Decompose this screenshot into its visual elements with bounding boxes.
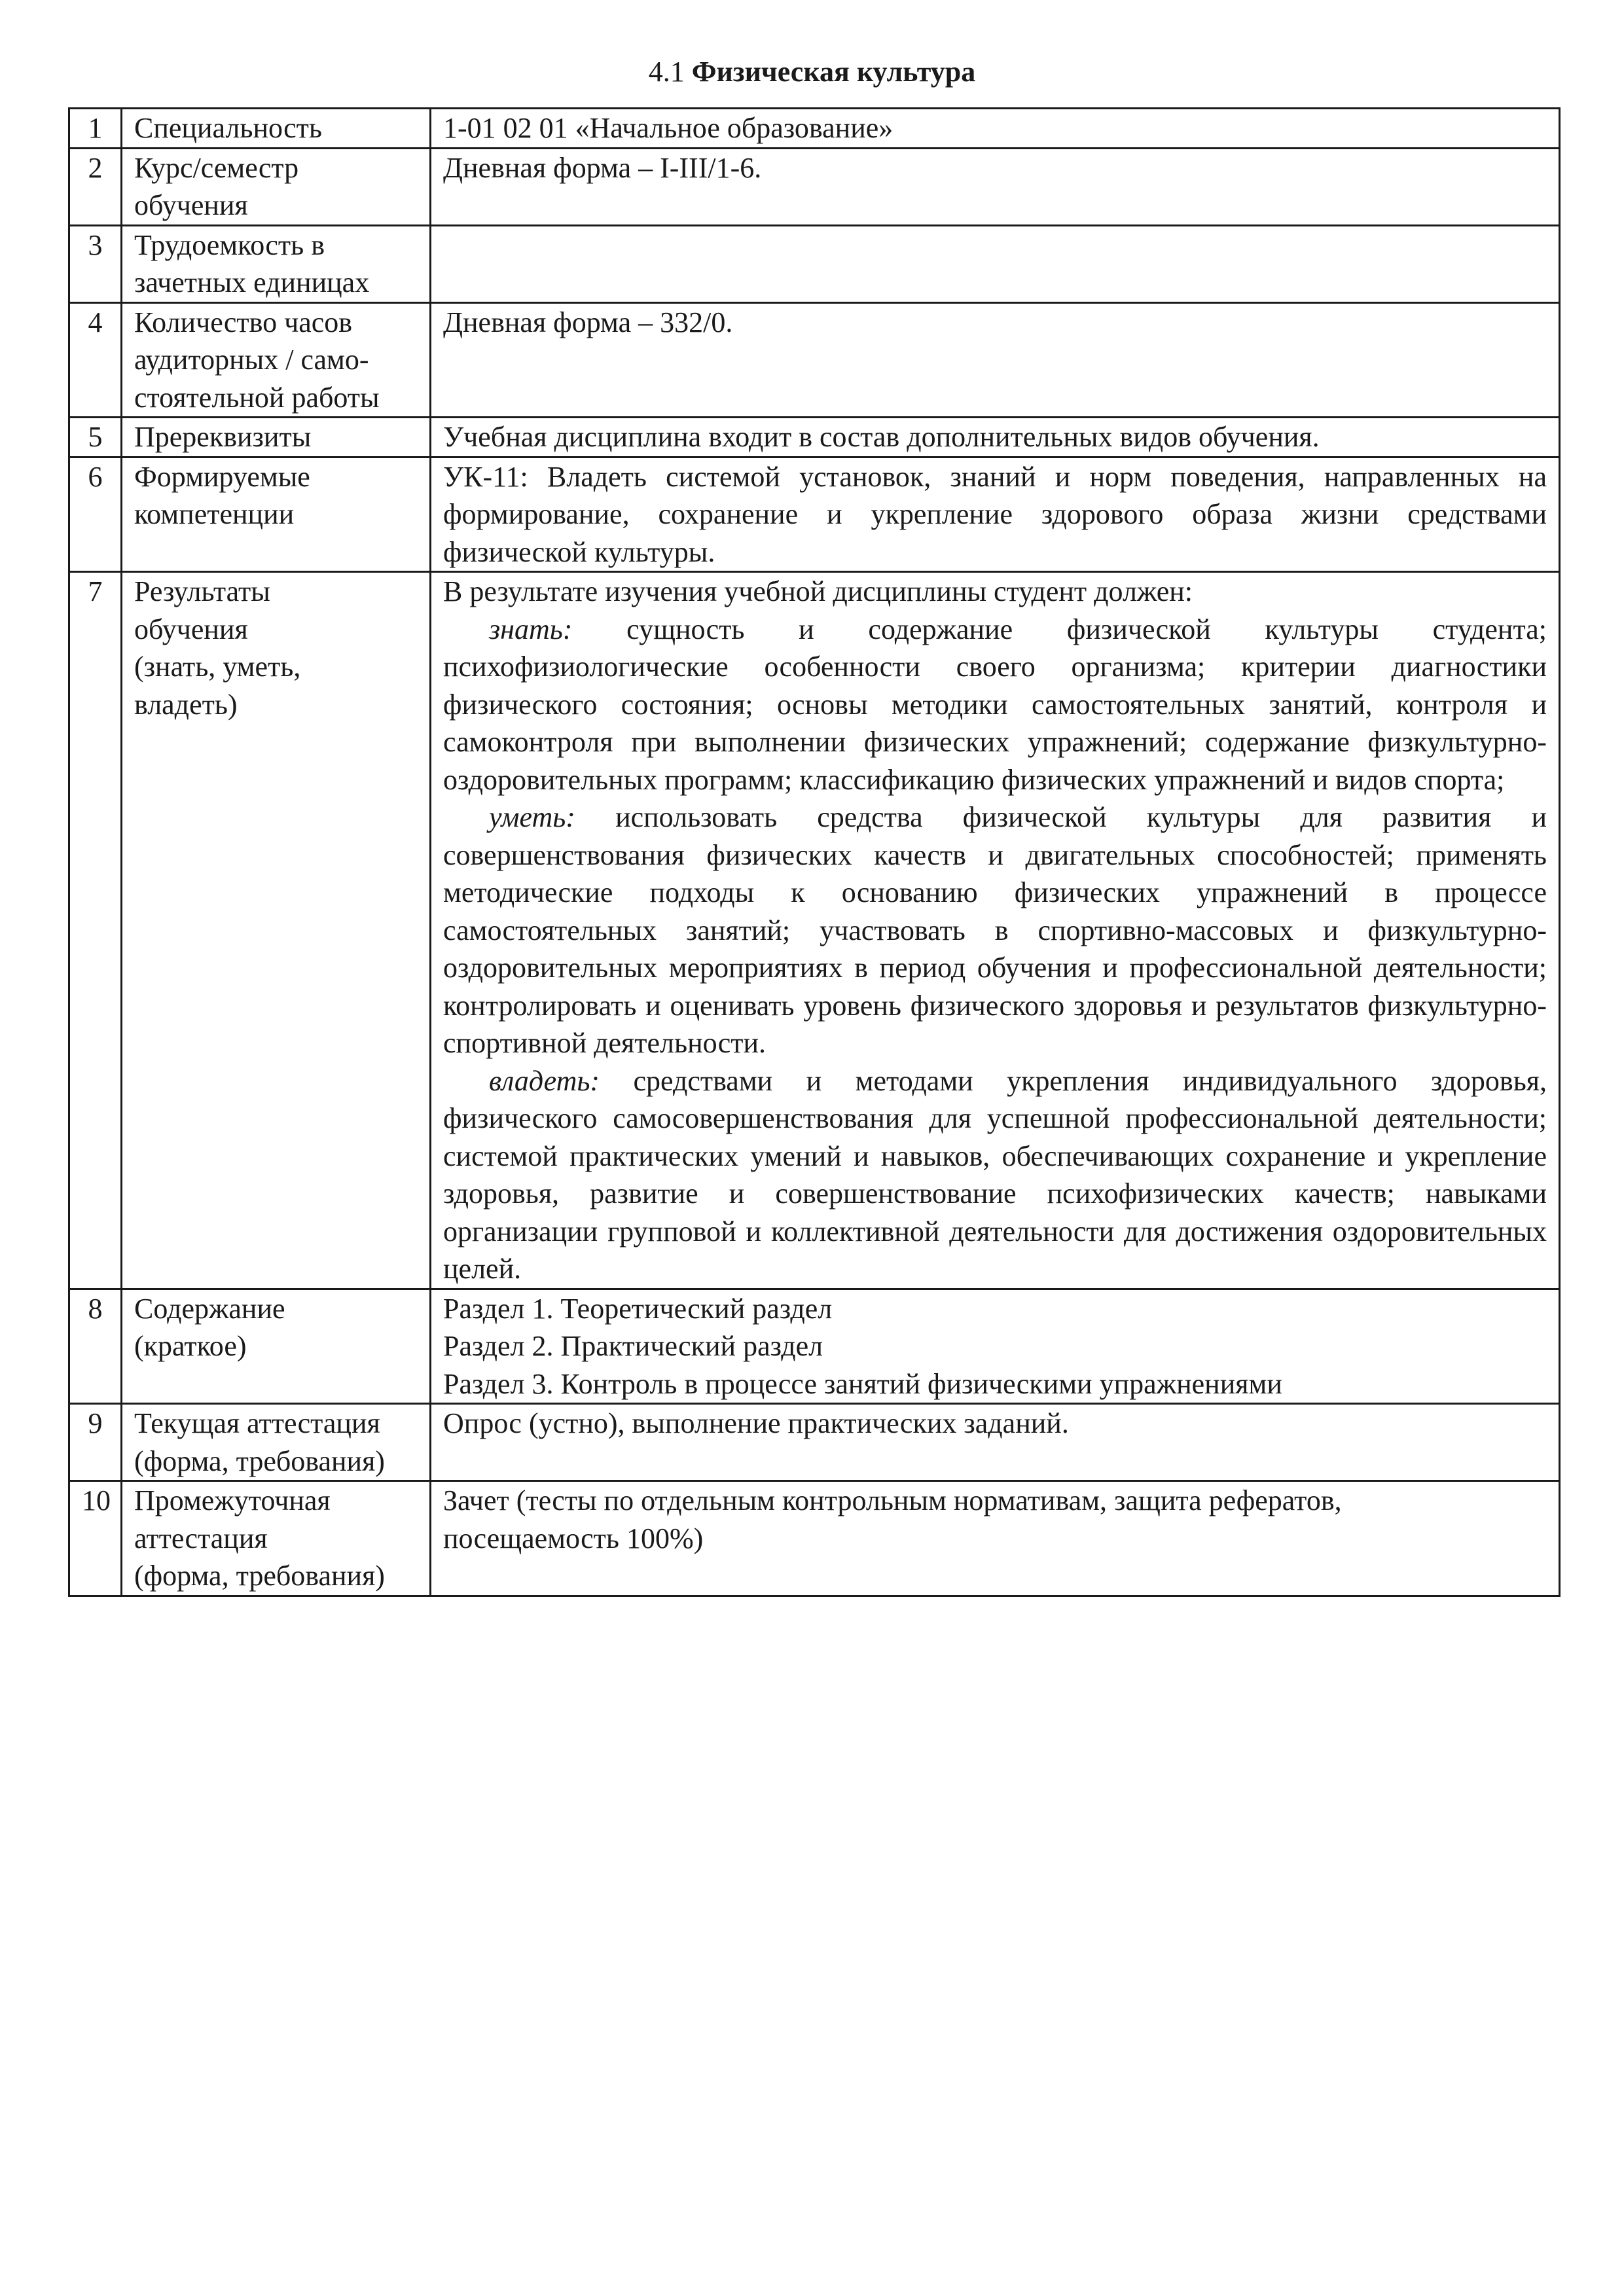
row-value: Зачет (тесты по отдельным контрольным нормативам, защита рефератов, посещаемость 100%) <box>431 1481 1560 1596</box>
table-row <box>69 1481 1560 1596</box>
content-section: Раздел 2. Практический раздел <box>443 1330 823 1362</box>
row-number: 7 <box>69 572 122 1289</box>
row-number: 10 <box>69 1481 122 1596</box>
description-table <box>68 107 1561 1597</box>
table-row <box>69 418 1560 457</box>
table-row <box>69 225 1560 302</box>
row-number: 2 <box>69 148 122 225</box>
page-title <box>0 52 1624 92</box>
row-value: Опрос (устно), выполнение практических заданий. <box>431 1404 1560 1481</box>
table-row <box>69 1289 1560 1404</box>
row-number: 8 <box>69 1289 122 1404</box>
row-value: Дневная форма – I-III/1-6. <box>431 148 1560 225</box>
table-row <box>69 148 1560 225</box>
row-number: 9 <box>69 1404 122 1481</box>
row-label: Результаты обучения (знать, уметь, владеть) <box>122 572 431 1289</box>
row-value: Учебная дисциплина входит в состав дополнительных видов обучения. <box>431 418 1560 457</box>
row-label: Пререквизиты <box>122 418 431 457</box>
row-value: Дневная форма – 332/0. <box>431 302 1560 418</box>
row-value <box>431 225 1560 302</box>
row-label: Промежуточная аттестация (форма, требования) <box>122 1481 431 1596</box>
table-row <box>69 109 1560 149</box>
content-section: Раздел 1. Теоретический раздел <box>443 1292 833 1325</box>
row-number: 4 <box>69 302 122 418</box>
row-label: Текущая аттестация (форма, требования) <box>122 1404 431 1481</box>
row-value: УК-11: Владеть системой установок, знаний и норм поведения, направленных на формирование, сохранение и укрепление здорового образа жизни средствами физической культуры. <box>431 457 1560 572</box>
row-label: Курс/семестр обучения <box>122 148 431 225</box>
row-number: 3 <box>69 225 122 302</box>
table-row <box>69 457 1560 572</box>
table-row <box>69 1404 1560 1481</box>
row-number: 1 <box>69 109 122 149</box>
section-number: 4.1 <box>648 56 685 88</box>
row-label: Содержание (краткое) <box>122 1289 431 1404</box>
outcome-know: знать: сущность и содержание физической культуры студента; психофизиологические особенности своего организма; критерии диагностики физического состояния; основы методики самостоятельных занятий, контроля и самоконтроля при выполнении физических упражнений; содержание физкультурно-оздоровительных программ; классификацию физических упражнений и видов спорта; <box>443 613 1547 796</box>
row-label: Формируемые компетенции <box>122 457 431 572</box>
learning-outcomes-intro: В результате изучения учебной дисциплины студент должен: <box>443 575 1193 607</box>
row-label: Специальность <box>122 109 431 149</box>
row-value <box>431 572 1560 1289</box>
row-label: Количество часов аудиторных / само- стоятельной работы <box>122 302 431 418</box>
content-section: Раздел 3. Контроль в процессе занятий физическими упражнениями <box>443 1367 1282 1400</box>
table-row <box>69 572 1560 1289</box>
row-label: Трудоемкость в зачетных единицах <box>122 225 431 302</box>
outcome-can: уметь: использовать средства физической культуры для развития и совершенствования физических качеств и двигательных способностей; применять методические подходы к основанию физических упражнений в процессе самостоятельных занятий; участвовать в спортивно-массовых и физкультурно-оздоровительных мероприятиях в период обучения и профессиональной деятельности; контролировать и оценивать уровень физического здоровья и результатов физкультурно-спортивной деятельности. <box>443 801 1547 1059</box>
row-value <box>431 1289 1560 1404</box>
table-row <box>69 302 1560 418</box>
row-number: 5 <box>69 418 122 457</box>
outcome-own: владеть: средствами и методами укрепления индивидуального здоровья, физического самосовершенствования для успешной профессиональной деятельности; системой практических умений и навыков, обеспечивающих сохранение и укрепление здоровья, развитие и совершенствование психофизических качеств; навыками организации групповой и коллективной деятельности для достижения оздоровительных целей. <box>443 1064 1547 1285</box>
section-title: Физическая культура <box>691 56 976 88</box>
row-number: 6 <box>69 457 122 572</box>
row-value: 1-01 02 01 «Начальное образование» <box>431 109 1560 149</box>
